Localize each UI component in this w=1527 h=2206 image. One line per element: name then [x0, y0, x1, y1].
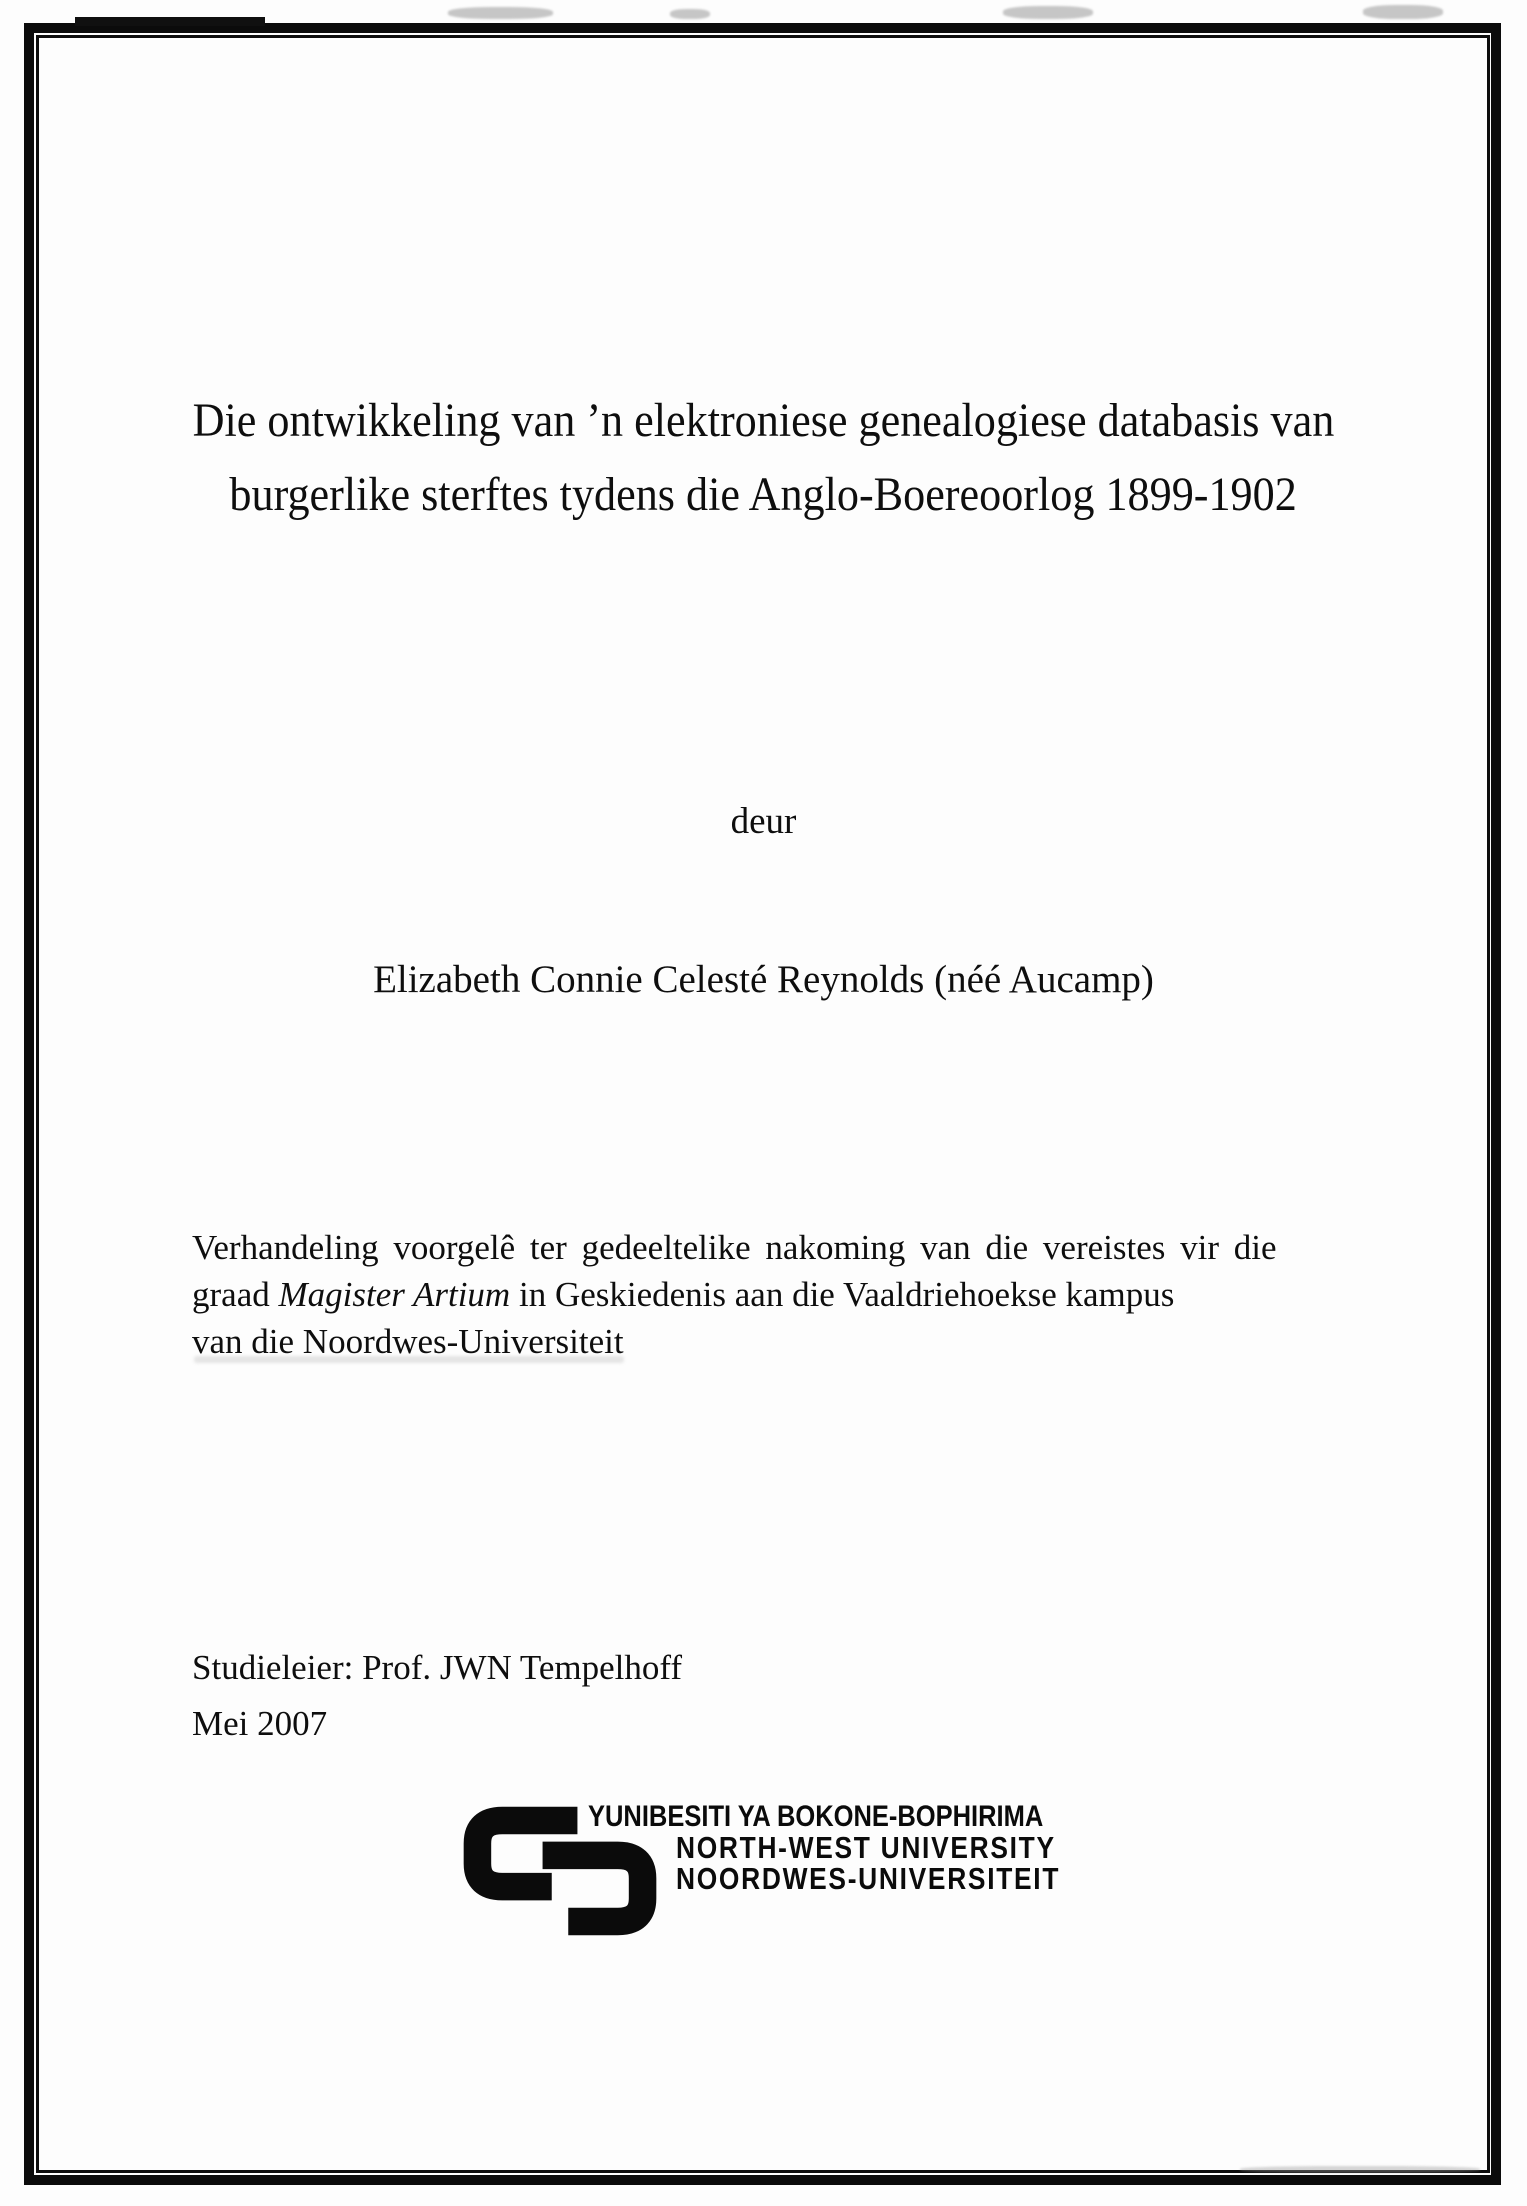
logo-text-line-2: NORTH-WEST UNIVERSITY [676, 1830, 1056, 1865]
scan-speckle [1363, 5, 1443, 19]
date-line: Mei 2007 [192, 1704, 328, 1743]
scan-smudge [75, 17, 265, 26]
university-logo-text [588, 1801, 1128, 1894]
statement-line-2 [192, 1271, 1337, 1318]
title-line-1 [0, 384, 1527, 458]
supervisor-line: Studieleier: Prof. JWN Tempelhoff [192, 1648, 683, 1687]
scan-speckle [1240, 2166, 1480, 2173]
logo-text-line-3: NOORDWES-UNIVERSITEIT [676, 1861, 1061, 1896]
scan-speckle [448, 7, 553, 19]
title-line-2 [0, 458, 1527, 532]
statement-line-3: van die Noordwes-Universiteit [192, 1322, 624, 1361]
statement-line-2-post: in Geskiedenis aan die Vaaldriehoekse kampus [510, 1275, 1175, 1314]
byline-label: deur [730, 801, 797, 842]
scan-speckle [670, 9, 710, 19]
thesis-statement [192, 1224, 1337, 1365]
page-title [0, 384, 1527, 532]
degree-name-italic: Magister Artium [278, 1275, 511, 1314]
title-line-2-text: burgerlike sterftes tydens die Anglo-Boereoorlog 1899-1902 [229, 468, 1298, 521]
logo-text-line-1: YUNIBESITI YA BOKONE-BOPHIRIMA [588, 1800, 1044, 1833]
university-logo [460, 1800, 1080, 1945]
statement-line-2-pre: graad [192, 1275, 279, 1314]
author-name: Elizabeth Connie Celesté Reynolds (néé Aucamp) [373, 958, 1154, 1001]
statement-line-1: Verhandeling voorgelê ter gedeeltelike nakoming van die vereistes vir die [192, 1228, 1277, 1267]
supervisor-block [192, 1640, 682, 1752]
scan-speckle [1003, 6, 1093, 19]
title-line-1-text: Die ontwikkeling van ’n elektroniese genealogiese databasis van [192, 394, 1335, 447]
